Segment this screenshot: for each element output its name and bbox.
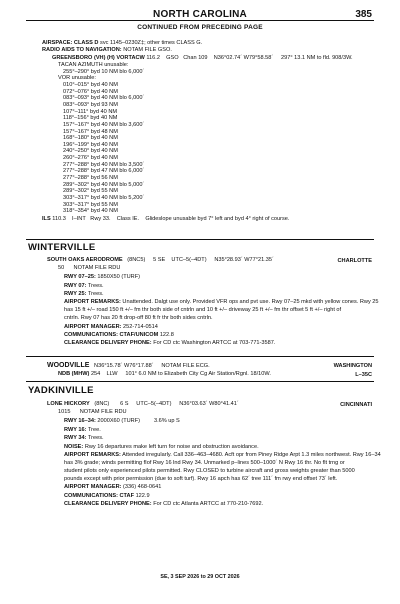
remarks-label: AIRPORT REMARKS: (64, 299, 121, 305)
remarks-line: student pilots only experienced pilots permitted. Rwy CLOSED to turbine aircraft and gross weights greater than 5000 (64, 468, 355, 474)
unusable-sector-line: 240°–250° byd 40 NM (63, 148, 118, 155)
remarks-line: has 3% grade; winds permitting fIof Rwy 16 lnd Rwy 34. Unmarked p–lines 500–1000´ N Rwy 16 thr. No flt trng or (64, 460, 345, 466)
manager-text: 252-714-0514 (121, 324, 158, 330)
runway-end-line (64, 427, 101, 434)
airport-line (47, 401, 239, 408)
unusable-sector-line: 083°–093° byd 40 NM blo 6,000´ (63, 95, 145, 102)
communications-label: COMMUNICATIONS: CTAF/UNICOM (64, 332, 159, 338)
navaid-line (47, 362, 210, 370)
manager-label: AIRPORT MANAGER: (64, 484, 122, 490)
remarks-line (64, 299, 379, 306)
runway-end-text: Trees. (86, 291, 104, 297)
runway-end-line (64, 435, 104, 442)
clearance-text: For CD ctc Washington ARTCC at 703-771-3587. (151, 340, 276, 346)
airport-info: (8NC) 6 S UTC–5(–4DT) N36°03.63´ W80°41.41´ (89, 401, 239, 407)
noise-label: NOISE: (64, 444, 84, 450)
section-rule (26, 381, 374, 382)
page-number: 385 (355, 9, 372, 20)
runway-end-text: Trees. (86, 283, 104, 289)
manager-line (64, 324, 158, 331)
header-rule (26, 20, 374, 21)
continued-heading: CONTINUED FROM PRECEDING PAGE (137, 24, 263, 31)
ndb-label: NDB (MHW) (58, 371, 90, 377)
runway-end-label: RWY 16: (64, 427, 87, 433)
unusable-sector-line: 083°–093° byd 93 NM (63, 101, 118, 108)
remarks-line: pounds except with prior permission (due to soft turf). Rwy 16 apch has 62´ tree 111´ fm rwy end offset 73´ left. (64, 476, 338, 482)
airport-name: SOUTH OAKS AERODROME (47, 257, 123, 263)
runway-label: RWY 16–34: (64, 418, 96, 424)
clearance-label: CLEARANCE DELIVERY PHONE: (64, 340, 152, 346)
navaid-info: N36°15.78´ W76°17.88´ NOTAM FILE ECG. (89, 363, 210, 369)
communications-line (64, 332, 174, 339)
unusable-sector-line: 255°–290° byd 10 NM blo 6,000´ (63, 68, 145, 75)
runway-line (64, 274, 140, 281)
runway-end-text: Trees. (86, 435, 104, 441)
unusable-sector-line: 118°–156° byd 40 NM (63, 115, 118, 122)
effective-dates-footer: SE, 3 SEP 2026 to 29 OCT 2026 (160, 574, 240, 580)
runway-text: 1850X50 (TURF) (95, 274, 140, 280)
state-title: NORTH CAROLINA (153, 9, 247, 20)
vortac-line (52, 55, 353, 62)
unusable-sector-line: 157°–167° byd 48 NM (63, 128, 118, 135)
ils-line (42, 216, 289, 223)
runway-end-label: RWY 25: (64, 291, 87, 297)
runway-label: RWY 07–25: (64, 274, 96, 280)
manager-line (64, 484, 161, 491)
ils-text: 110.3 I–INT Rwy 33. Class IE. Glideslope unusable byd 7° left and byd 4° right of course. (50, 216, 290, 222)
unusable-sector-line: 168°–180° byd 40 NM (63, 135, 118, 142)
unusable-sector-line: 107°–111° byd 40 NM (63, 108, 118, 115)
unusable-sector-line: 318°–354° byd 40 NM (63, 208, 118, 215)
airspace-line (42, 40, 202, 47)
airspace-text: svc 1145–0230Z‡; other times CLASS G. (98, 40, 203, 46)
runway-line (64, 418, 180, 425)
ndb-line (58, 371, 271, 378)
unusable-sector-line: 277°–288° byd 47 NM blo 6,000´ (63, 168, 145, 175)
city-heading-winterville: WINTERVILLE (28, 242, 96, 253)
radio-aids-text: NOTAM FILE GSO. (121, 47, 172, 53)
clearance-label: CLEARANCE DELIVERY PHONE: (64, 501, 152, 507)
airport-name: LONE HICKORY (47, 401, 90, 407)
unusable-sector-line: 277°–288° byd 56 NM (63, 175, 118, 182)
runway-text: 2000X60 (TURF) 3.6% up S (95, 418, 180, 424)
clearance-text: For CD ctc Atlanta ARTCC at 770-210-7692. (151, 501, 264, 507)
runway-end-line (64, 283, 104, 290)
chart-reference: L–35C (355, 372, 372, 378)
unusable-sector-line: 303°–317° byd 40 NM blo 5,200´ (63, 195, 145, 201)
remarks-text: Attended irregularly. Call 336–463–4680. Acft opr from Piney Ridge Arpt 1.3 miles northwest. Rwy 16–34 (120, 452, 381, 458)
unusable-sector-line: 010°–015° byd 40 NM (63, 81, 118, 88)
clearance-line (64, 340, 275, 347)
remarks-label: AIRPORT REMARKS: (64, 452, 121, 458)
runway-end-text: Tree. (86, 427, 101, 433)
unusable-heading: VOR unusable: (58, 75, 96, 82)
communications-text: 122.8 (158, 332, 174, 338)
navaid-name: WOODVILLE (47, 362, 90, 369)
chart-reference: WASHINGTON (333, 363, 372, 369)
runway-end-label: RWY 34: (64, 435, 87, 441)
communications-label: COMMUNICATIONS: CTAF (64, 493, 135, 499)
runway-end-label: RWY 07: (64, 283, 87, 289)
manager-label: AIRPORT MANAGER: (64, 324, 122, 330)
vortac-text: 116.2 GSO Chan 109 N36°02.74´ W79°58.58´ 297° 13.1 NM to fld. 908/3W. (144, 55, 353, 61)
unusable-sector-line: 277°–288° byd 40 NM blo 3,500´ (63, 161, 145, 168)
unusable-sector-line: 196°–199° byd 40 NM (63, 141, 118, 148)
unusable-sector-line: 072°–076° byd 40 NM (63, 88, 118, 95)
airspace-label: AIRSPACE: CLASS D (42, 40, 99, 46)
radio-aids-label: RADIO AIDS TO NAVIGATION: (42, 47, 122, 53)
communications-line (64, 493, 150, 500)
unusable-sector-line: 260°–276° byd 40 NM (63, 155, 118, 162)
ndb-text: 254 LLW 101° 6.0 NM to Elizabeth City Cg Air Station/Rgnl. 18/10W. (89, 371, 271, 377)
remarks-text: Unattended. Dalgt use only. Provided VFR ops and pvt use. Rwy 07–25 mkd with yellow cones. Rwy 25 (120, 299, 379, 305)
chart-reference: CHARLOTTE (337, 258, 372, 264)
remarks-line: cntrln. Rwy 07 has 20 ft drop-off 80 ft fr thr both sides cntrln. (64, 315, 213, 321)
unusable-sector-line: 289°–302° byd 40 NM blo 5,000´ (63, 181, 145, 188)
ils-label: ILS (42, 216, 51, 222)
noise-text: Rwy 16 departures make left turn for noise and obstruction avoidance. (83, 444, 259, 450)
elevation-line: 50 NOTAM FILE RDU (58, 265, 121, 271)
chart-reference: CINCINNATI (340, 402, 372, 408)
communications-text: 122.9 (134, 493, 150, 499)
airport-line (47, 257, 274, 264)
radio-aids-line (42, 47, 172, 54)
unusable-sector-line: 303°–317° byd 55 NM (63, 201, 118, 208)
noise-line (64, 444, 259, 451)
manager-text: (336) 468-0641 (121, 484, 162, 490)
city-heading-yadkinville: YADKINVILLE (28, 385, 94, 396)
unusable-sector-line: 157°–167° byd 40 NM blo 3,600´ (63, 121, 145, 128)
unusable-sector-line: 289°–302° byd 55 NM (63, 188, 118, 195)
airport-info: (8NC5) 5 SE UTC–5(–4DT) N35°28.93´ W77°21.35´ (122, 257, 274, 263)
clearance-line (64, 501, 263, 508)
remarks-line: has 15 ft +/– road 150 ft +/– fm thr both side of cntrln and 10 ft +/– driveway 25 ft +/– fm thr offset 5 ft +/– right of (64, 307, 342, 313)
vortac-label: GREENSBORO (VH) (H) VORTACW (52, 55, 145, 61)
runway-end-line (64, 291, 104, 298)
remarks-line (64, 452, 381, 459)
section-rule (26, 239, 374, 240)
elevation-line: 1015 NOTAM FILE RDU (58, 409, 127, 415)
unusable-heading: TACAN AZIMUTH unusable: (58, 62, 129, 68)
section-rule (26, 356, 374, 357)
